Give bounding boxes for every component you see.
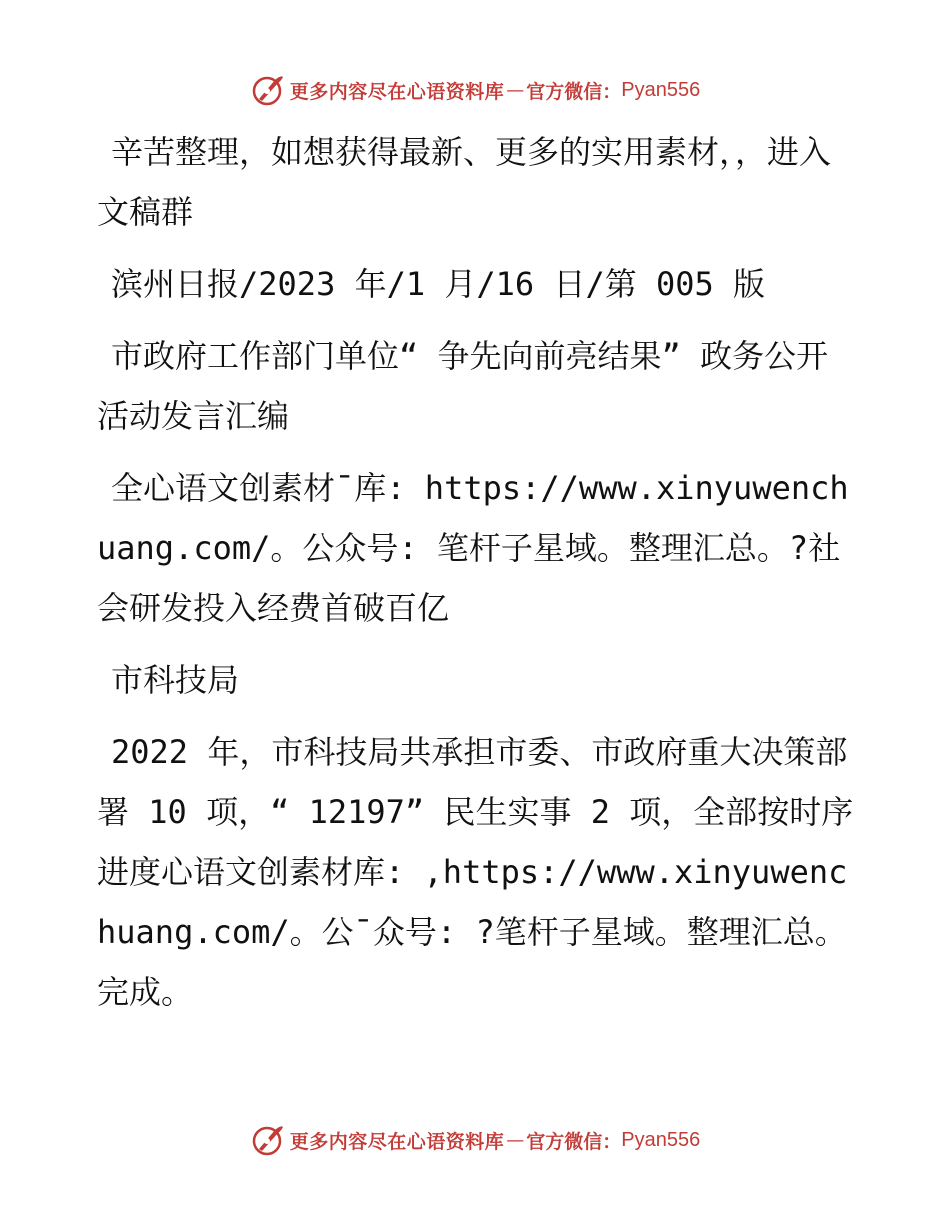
wechat-label: 官方微信： xyxy=(526,1130,622,1153)
department-name: 市科技局 xyxy=(111,661,240,699)
brand-separator: — xyxy=(506,1129,525,1151)
brand-text: 更多内容尽在心语资料库 xyxy=(289,80,505,103)
quill-pen-logo-icon xyxy=(250,1122,286,1158)
header-banner xyxy=(0,70,950,110)
body-paragraph: 2022 年，市科技局共承担市委、市政府重大决策部署 10 项，“ 12197” 民生实事 2 项，全部按时序进度心语文创素材库: ,https://www.xinyuwenchuang.com/。公¯众号: ?笔杆子星域。整理汇总。完成。 xyxy=(97,733,854,1011)
wechat-id: Pyan556 xyxy=(621,78,701,101)
document-title: 市政府工作部门单位“ 争先向前亮结果” 政务公开活动发言汇编 xyxy=(97,337,829,435)
brand-separator: — xyxy=(506,79,525,101)
wechat-label: 官方微信： xyxy=(526,80,622,103)
brand-text: 更多内容尽在心语资料库 xyxy=(289,1130,505,1153)
body-paragraph: 全心语文创素材¯库: https://www.xinyuwenchuang.com/。公众号: 笔杆子星域。整理汇总。?社会研发投入经费首破百亿 xyxy=(97,469,849,627)
footer-banner xyxy=(0,1120,950,1160)
wechat-id: Pyan556 xyxy=(621,1128,701,1151)
document-body xyxy=(97,122,857,1034)
quill-pen-logo-icon xyxy=(250,72,286,108)
source-line: 滨州日报/2023 年/1 月/16 日/第 005 版 xyxy=(111,265,766,303)
intro-paragraph: 辛苦整理，如想获得最新、更多的实用素材，，进入文稿群 xyxy=(97,133,832,231)
